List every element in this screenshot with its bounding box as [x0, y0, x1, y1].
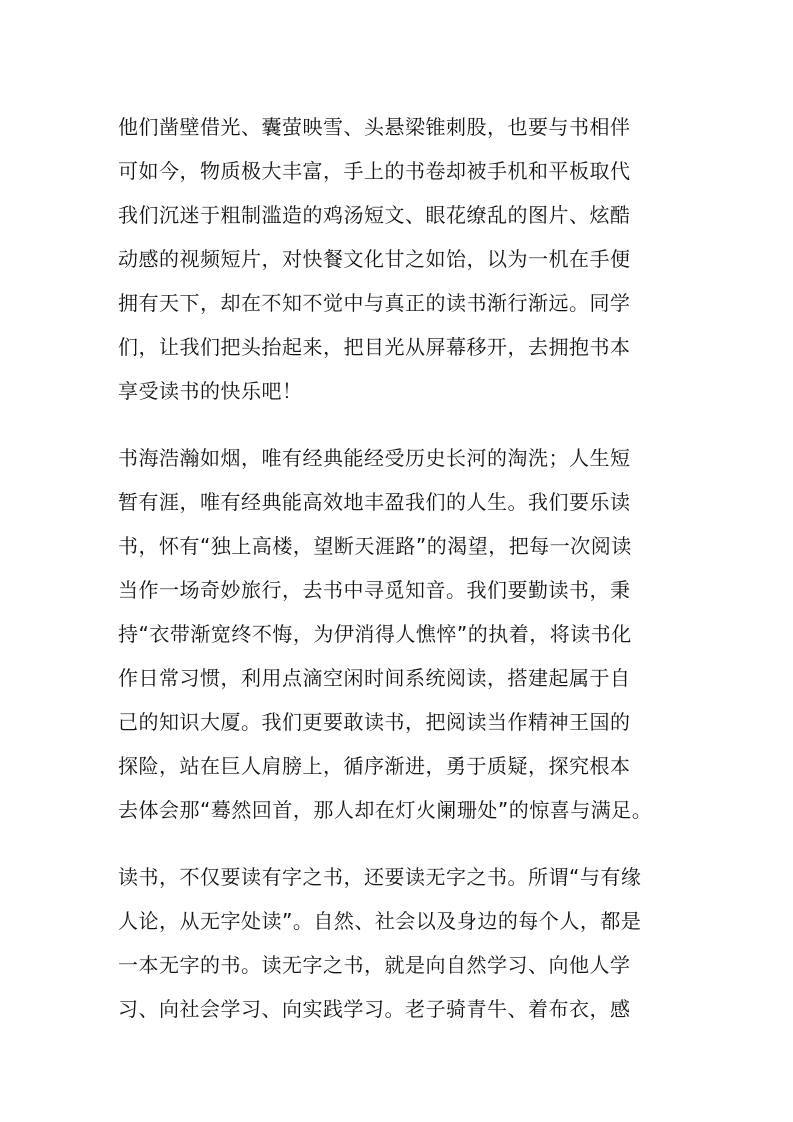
paragraph-line: 我们沉迷于粗制滥造的鸡汤短文、眼花缭乱的图片、炫酷	[118, 203, 631, 227]
paragraph-line: 一本无字的书。读无字之书，就是向自然学习、向他人学	[118, 953, 631, 977]
paragraph-line: 己的知识大厦。我们更要敢读书，把阅读当作精神王国的	[118, 710, 631, 734]
paragraph-line: 暂有涯，唯有经典能高效地丰盈我们的人生。我们要乐读	[118, 490, 631, 514]
paragraph-1	[118, 105, 678, 413]
paragraph-line: 探险，站在巨人肩膀上，循序渐进，勇于质疑，探究根本	[118, 754, 631, 778]
paragraph-3	[118, 855, 678, 1031]
paragraph-line: 作日常习惯，利用点滴空闲时间系统阅读，搭建起属于自	[118, 666, 631, 690]
paragraph-line: 可如今，物质极大丰富，手上的书卷却被手机和平板取代	[118, 159, 631, 183]
paragraph-line: 动感的视频短片，对快餐文化甘之如饴，以为一机在手便	[118, 247, 631, 271]
paragraph-2	[118, 436, 678, 832]
paragraph-line: 当作一场奇妙旅行，去书中寻觅知音。我们要勤读书，秉	[118, 578, 631, 602]
paragraph-line: 持“衣带渐宽终不悔，为伊消得人憔悴”的执着，将读书化	[118, 622, 632, 646]
paragraph-line: 人论，从无字处读”。自然、社会以及身边的每个人，都是	[118, 909, 642, 933]
paragraph-line: 享受读书的快乐吧！	[118, 379, 303, 403]
paragraph-line: 书，怀有“独上高楼，望断天涯路”的渴望，把每一次阅读	[118, 534, 632, 558]
paragraph-line: 拥有天下，却在不知不觉中与真正的读书渐行渐远。同学	[118, 291, 631, 315]
paragraph-line: 们，让我们把头抬起来，把目光从屏幕移开，去拥抱书本	[118, 335, 631, 359]
paragraph-line: 书海浩瀚如烟，唯有经典能经受历史长河的淘洗；人生短	[118, 446, 631, 470]
paragraph-line: 他们凿壁借光、囊萤映雪、头悬梁锥刺股，也要与书相伴	[118, 115, 631, 139]
paragraph-line: 去体会那“蓦然回首，那人却在灯火阑珊处”的惊喜与满足。	[118, 798, 653, 822]
paragraph-line: 习、向社会学习、向实践学习。老子骑青牛、着布衣，感	[118, 997, 631, 1021]
paragraph-line: 读书，不仅要读有字之书，还要读无字之书。所谓“与有缘	[118, 865, 642, 889]
